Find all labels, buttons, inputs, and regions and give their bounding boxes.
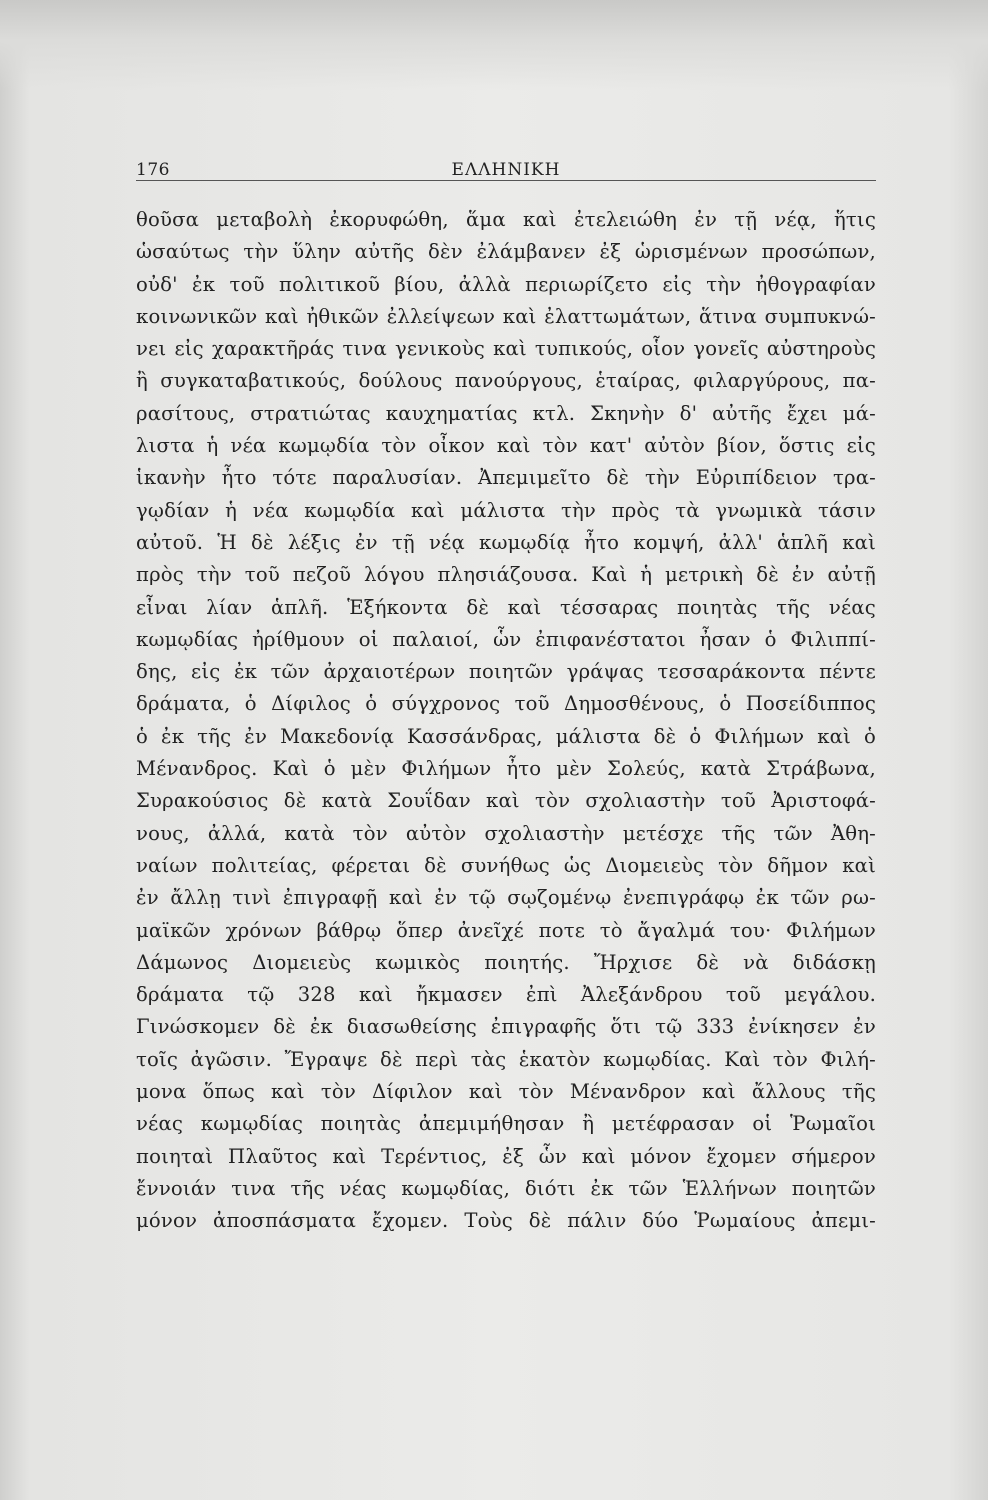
text-line: ἔννοιάν τινα τῆς νέας κωμῳδίας, διότι ἐκ τῶν Ἑλλήνων ποιητῶν: [136, 1176, 876, 1200]
text-line: λιστα ἡ νέα κωμῳδία τὸν οἶκον καὶ τὸν κατ' αὐτὸν βίον, ὅστις εἰς: [136, 434, 876, 458]
text-line: μονα ὅπως καὶ τὸν Δίφιλον καὶ τὸν Μένανδρον καὶ ἄλλους τῆς: [136, 1080, 876, 1104]
text-line: οὐδ' ἐκ τοῦ πολιτικοῦ βίου, ἀλλὰ περιωρίζετο εἰς τὴν ἠθογραφίαν: [136, 272, 876, 296]
page-number: 176: [136, 160, 170, 180]
text-line: ὡσαύτως τὴν ὕλην αὐτῆς δὲν ἐλάμβανεν ἐξ ὡρισμένων προσώπων,: [136, 240, 876, 264]
text-line: δράματα, ὁ Δίφιλος ὁ σύγχρονος τοῦ Δημοσθένους, ὁ Ποσείδιππος: [136, 692, 876, 716]
text-line: ναίων πολιτείας, φέρεται δὲ συνήθως ὡς Διομειεὺς τὸν δῆμον καὶ: [136, 853, 876, 877]
header-rule: [136, 180, 876, 181]
text-line: γῳδίαν ἡ νέα κωμῳδία καὶ μάλιστα τὴν πρὸς τὰ γνωμικὰ τάσιν: [136, 498, 876, 522]
text-line: μόνον ἀποσπάσματα ἔχομεν. Τοὺς δὲ πάλιν δύο Ῥωμαίους ἀπεμι-: [136, 1209, 876, 1233]
text-line: νει εἰς χαρακτῆράς τινα γενικοὺς καὶ τυπικούς, οἷον γονεῖς αὐστηροὺς: [136, 337, 876, 361]
text-line: ποιηταὶ Πλαῦτος καὶ Τερέντιος, ἐξ ὧν καὶ μόνον ἔχομεν σήμερον: [136, 1144, 876, 1168]
text-line: τοῖς ἀγῶσιν. Ἔγραψε δὲ περὶ τὰς ἑκατὸν κωμῳδίας. Καὶ τὸν Φιλή-: [136, 1047, 876, 1071]
text-line: κοινωνικῶν καὶ ἠθικῶν ἐλλείψεων καὶ ἐλαττωμάτων, ἅτινα συμπυκνώ-: [136, 304, 876, 328]
text-line: νους, ἀλλά, κατὰ τὸν αὐτὸν σχολιαστὴν μετέσχε τῆς τῶν Ἀθη-: [136, 821, 876, 845]
running-title: ΕΛΛΗΝΙΚΗ: [451, 160, 561, 180]
text-line: Γινώσκομεν δὲ ἐκ διασωθείσης ἐπιγραφῆς ὅτι τῷ 333 ἐνίκησεν ἐν: [136, 1015, 876, 1039]
text-line: μαϊκῶν χρόνων βάθρῳ ὅπερ ἀνεῖχέ ποτε τὸ ἄγαλμά του· Φιλήμων: [136, 918, 876, 942]
body-text: [136, 204, 876, 1238]
text-line: κωμῳδίας ἠρίθμουν οἱ παλαιοί, ὧν ἐπιφανέστατοι ἦσαν ὁ Φιλιππί-: [136, 627, 876, 651]
text-line: δράματα τῷ 328 καὶ ἤκμασεν ἐπὶ Ἀλεξάνδρου τοῦ μεγάλου.: [136, 983, 876, 1007]
text-line: αὐτοῦ. Ἡ δὲ λέξις ἐν τῇ νέᾳ κωμῳδίᾳ ἦτο κομψή, ἀλλ' ἁπλῆ καὶ: [136, 530, 876, 554]
page-header: [136, 160, 876, 186]
text-line: πρὸς τὴν τοῦ πεζοῦ λόγου πλησιάζουσα. Καὶ ἡ μετρικὴ δὲ ἐν αὐτῇ: [136, 563, 876, 587]
text-line: ρασίτους, στρατιώτας καυχηματίας κτλ. Σκηνὴν δ' αὐτῆς ἔχει μά-: [136, 401, 876, 425]
text-line: Δάμωνος Διομειεὺς κωμικὸς ποιητής. Ἤρχισε δὲ νὰ διδάσκῃ: [136, 950, 876, 974]
scan-shadow: [0, 0, 988, 90]
text-line: Συρακούσιος δὲ κατὰ Σουΐδαν καὶ τὸν σχολιαστὴν τοῦ Ἀριστοφά-: [136, 789, 876, 813]
text-line: ἐν ἄλλῃ τινὶ ἐπιγραφῇ καὶ ἐν τῷ σῳζομένῳ ἐνεπιγράφῳ ἐκ τῶν ρω-: [136, 886, 876, 910]
text-line: Μένανδρος. Καὶ ὁ μὲν Φιλήμων ἦτο μὲν Σολεύς, κατὰ Στράβωνα,: [136, 757, 876, 781]
text-line: ἢ συγκαταβατικούς, δούλους πανούργους, ἑταίρας, φιλαργύρους, πα-: [136, 369, 876, 393]
text-line: εἶναι λίαν ἁπλῆ. Ἑξήκοντα δὲ καὶ τέσσαρας ποιητὰς τῆς νέας: [136, 595, 876, 619]
text-line: νέας κωμῳδίας ποιητὰς ἀπεμιμήθησαν ἢ μετέφρασαν οἱ Ῥωμαῖοι: [136, 1112, 876, 1136]
text-line: δης, εἰς ἐκ τῶν ἀρχαιοτέρων ποιητῶν γράψας τεσσαράκοντα πέντε: [136, 660, 876, 684]
text-line: ὁ ἐκ τῆς ἐν Μακεδονίᾳ Κασσάνδρας, μάλιστα δὲ ὁ Φιλήμων καὶ ὁ: [136, 724, 876, 748]
text-line: θοῦσα μεταβολὴ ἐκορυφώθη, ἅμα καὶ ἐτελειώθη ἐν τῇ νέᾳ, ἥτις: [136, 208, 876, 231]
text-line: ἱκανὴν ἦτο τότε παραλυσίαν. Ἀπεμιμεῖτο δὲ τὴν Εὐριπίδειον τρα-: [136, 466, 876, 490]
